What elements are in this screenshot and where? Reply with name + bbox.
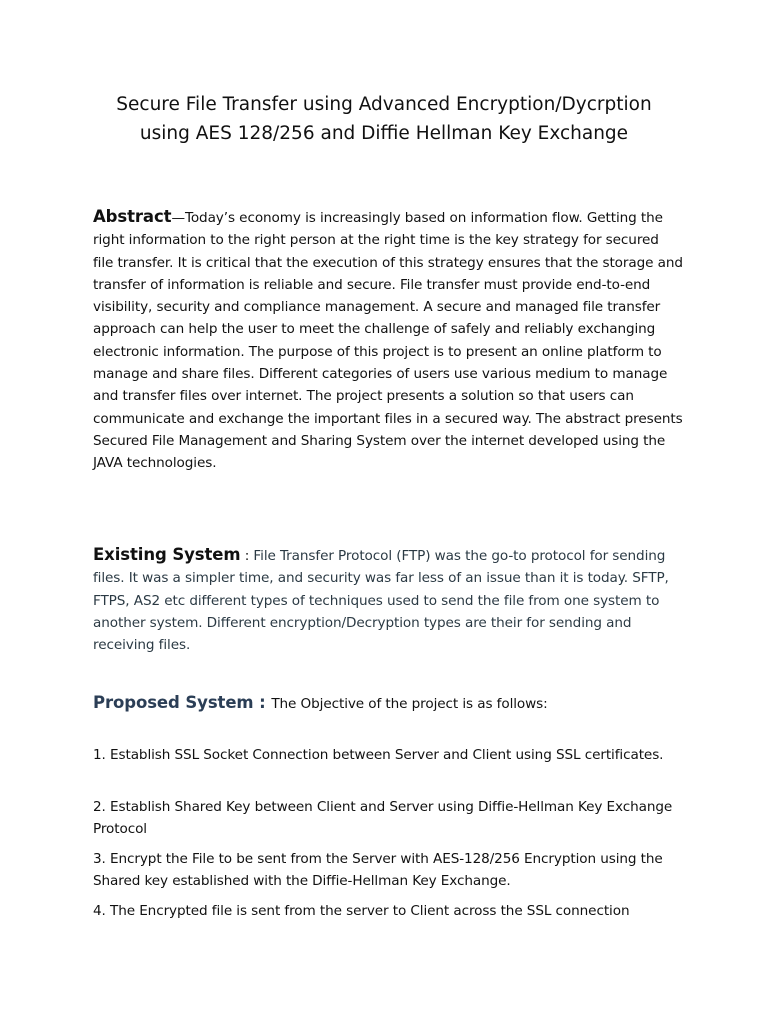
existing-system-section xyxy=(93,544,683,656)
objective-item-1: 1. Establish SSL Socket Connection between Server and Client using SSL certificates. xyxy=(93,747,664,763)
abstract-heading: Abstract xyxy=(93,207,172,226)
abstract-section xyxy=(93,206,683,475)
proposed-system-heading: Proposed System : xyxy=(93,693,272,712)
title-line-1: Secure File Transfer using Advanced Encryption/Dycrption xyxy=(116,94,652,115)
document-title xyxy=(60,90,708,148)
abstract-text: Today’s economy is increasingly based on information flow. Getting the right information to the right person at the right time is the key strategy for secured file transfer. It is critical that the execution of this strategy ensures that the storage and transfer of information is reliable and secure. File transfer must provide end-to-end visibility, security and compliance management. A secure and managed file transfer approach can help the user to meet the challenge of safely and reliably exchanging electronic information. The purpose of this project is to present an online platform to manage and share files. Different categories of users use various medium to manage and transfer files over internet. The project presents a solution so that users can communicate and exchange the important files in a secured way. The abstract presents Secured File Management and Sharing System over the internet developed using the JAVA technologies. xyxy=(93,210,683,472)
existing-system-text: File Transfer Protocol (FTP) was the go-to protocol for sending files. It was a simpler time, and security was far less of an issue than it is today. SFTP, FTPS, AS2 etc different types of techniques used to send the file from one system to another system. Different encryption/Decryption types are their for sending and receiving files. xyxy=(93,548,669,654)
objective-item-4: 4. The Encrypted file is sent from the server to Client across the SSL connection xyxy=(93,903,630,919)
objective-item-2: 2. Establish Shared Key between Client and Server using Diffie-Hellman Key Exchange Protocol xyxy=(93,799,673,837)
objective-item-3: 3. Encrypt the File to be sent from the Server with AES-128/256 Encryption using the Shared key established with the Diffie-Hellman Key Exchange. xyxy=(93,851,663,889)
title-line-2: using AES 128/256 and Diffie Hellman Key Exchange xyxy=(139,123,629,144)
proposed-system-lead: The Objective of the project is as follows: xyxy=(271,696,548,712)
existing-system-heading: Existing System xyxy=(93,545,241,564)
proposed-system-section xyxy=(93,692,683,715)
abstract-dash: — xyxy=(171,210,185,226)
existing-system-separator: : xyxy=(240,548,254,564)
